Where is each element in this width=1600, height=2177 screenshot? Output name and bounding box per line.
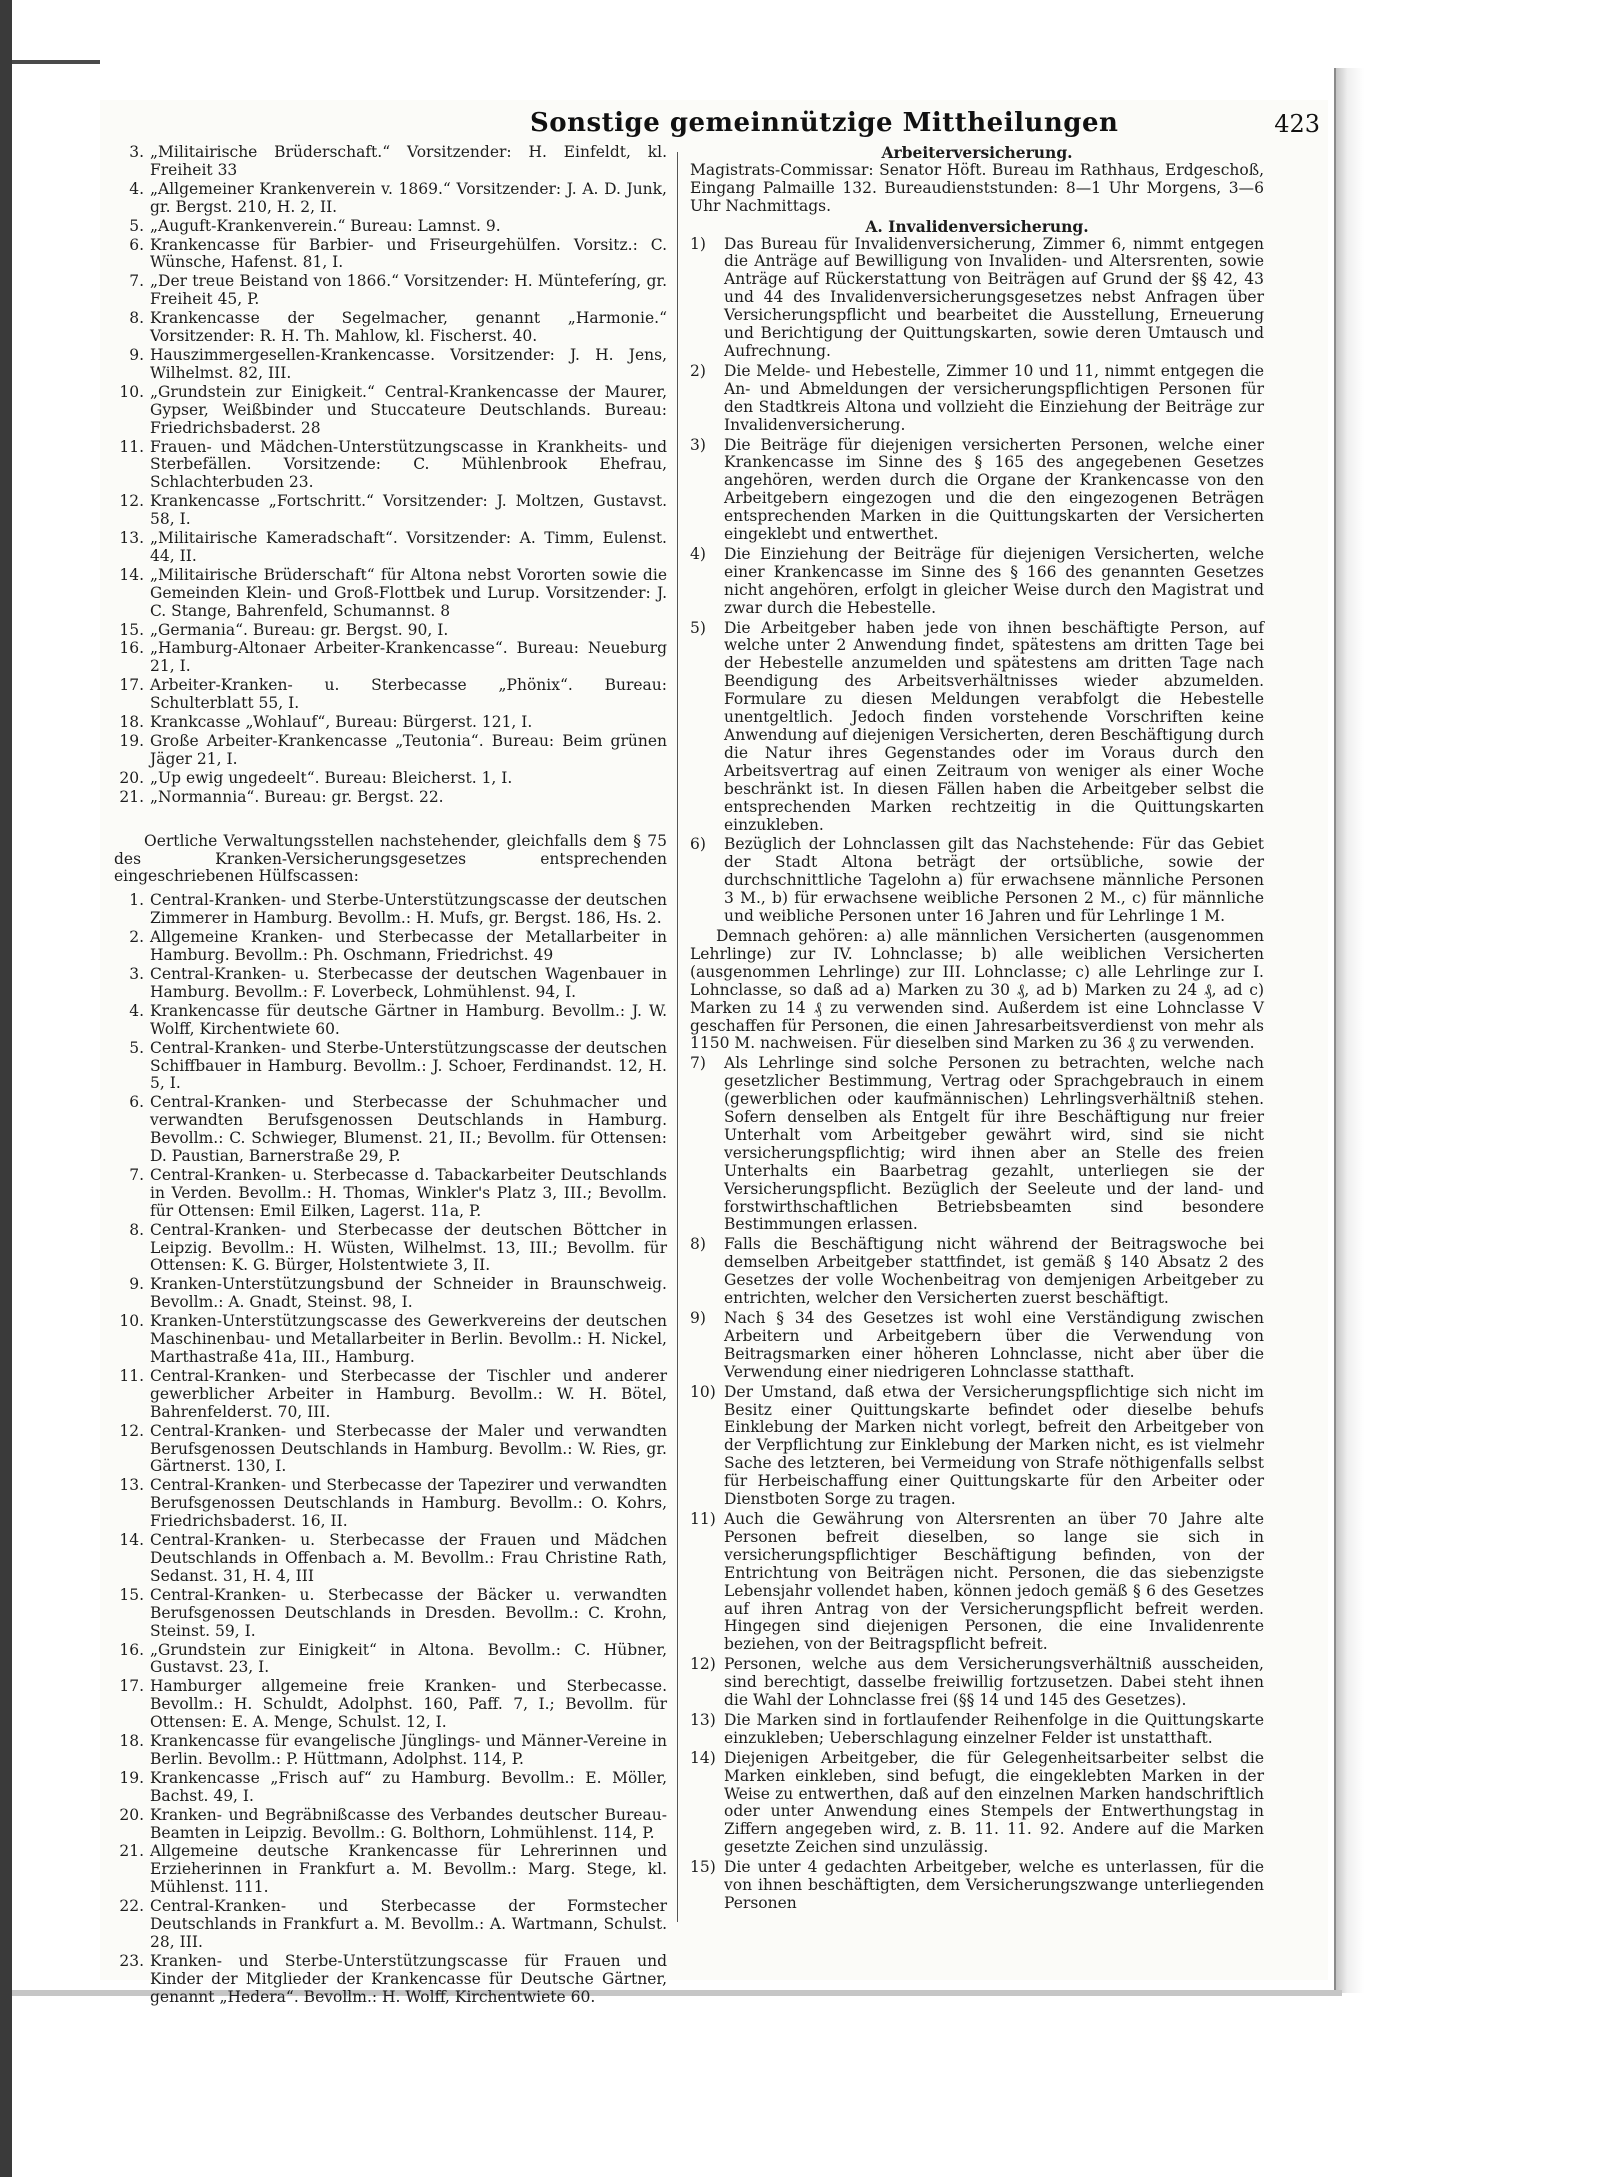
list-item [114,1587,667,1641]
list-item [114,677,667,713]
list-item-text: „Germania“. Bureau: gr. Bergst. 90, I. [150,620,449,639]
paragraph [690,236,1264,361]
paragraph [690,1712,1264,1748]
list-item [114,1040,667,1094]
list-item [114,1313,667,1367]
paragraph-number: 10) [690,1382,716,1401]
list-item-text: Krankencasse der Segelmacher, genannt „Harmonie.“ Vorsitzender: R. H. Th. Mahlow, kl. Fischerst. 40. [150,309,667,346]
list-item-number: 21. [119,1842,144,1861]
list-item-number: 18. [119,1732,144,1751]
list-item-number: 17. [119,676,144,695]
paragraph-number: 7) [690,1054,706,1073]
paragraph-number: 9) [690,1309,706,1327]
scan-edge-top [12,60,100,64]
list-item-text: „Grundstein zur Einigkeit.“ Central-Krankencasse der Maurer, Gypser, Weißbinder und Stuccateure Deutschlands. Bureau: Friedrichsbaderst. 28 [150,382,667,437]
paragraph-number: 1) [690,234,706,253]
list-item-number: 12. [119,492,144,511]
list-item-number: 14. [119,1531,144,1550]
list-item-text: „Militairische Brüderschaft“ für Altona nebst Vororten sowie die Gemeinden Klein- und Groß-Flottbek und Lurup. Vorsitzender: J. C. Stange, Bahrenfeld, Schumannst. 8 [150,565,667,620]
list-item-text: „Militairische Kameradschaft“. Vorsitzender: A. Timm, Eulenst. 44, II. [150,529,667,565]
list-item-text: Große Arbeiter-Krankencasse „Teutonia“. Bureau: Beim grünen Jäger 21, I. [150,732,667,768]
list-item-number: 20. [119,1805,144,1824]
list-item-number: 1. [129,891,144,910]
paragraph-number: 8) [690,1235,706,1254]
paragraph [690,1310,1264,1382]
list-item [114,622,667,640]
paragraph-text: Als Lehrlinge sind solche Personen zu betrachten, welche nach gesetzlicher Bestimmung, Vertrag oder Sprachgebrauch in einem (gewerblichen oder kaufmännischen) Lehrlingsverhältniß stehen. Sofern denselben als Entgelt für ihre Beschäftigung nur freier Unterhalt vom Arbeitgeber gewährt wird, sind sie nicht versicherungspflichtig; wird ihnen aber an Stelle des freien Unterhalts ein Baarbetrag gezahlt, unterliegen sie der Versicherungspflicht. Bezüglich der Seeleute und der land- und forstwirthschaftlichen Betriebsbeamten sind besondere Bestimmungen erlassen. [724,1054,1264,1234]
list-item-number: 17. [119,1677,144,1696]
paragraph [690,836,1264,926]
regulation-paragraphs [690,236,1264,1913]
list-item-number: 11. [119,1366,144,1385]
list-item-text: „Der treue Beistand von 1866.“ Vorsitzender: H. Münteferíng, gr. Freiheit 45, P. [150,272,667,309]
list-item-text: „Allgemeiner Krankenverein v. 1869.“ Vorsitzender: J. A. D. Junk, gr. Bergst. 210, H. 2, II. [150,179,667,216]
list-item-text: Central-Kranken- und Sterbecasse der deutschen Böttcher in Leipzig. Bevollm.: H. Wüsten, Wilhelmst. 13, III.; Bevollm. für Ottensen: K. G. Bürger, Holstentwiete 3, II. [150,1220,667,1275]
list-item [114,218,667,236]
list-item-number: 9. [129,1275,144,1294]
list-item [114,1642,667,1678]
list-item-number: 19. [119,1768,144,1787]
paragraph-number: 5) [690,618,706,637]
list-item [114,770,667,788]
list-item-text: Central-Kranken- und Sterbecasse der Tapezirer und verwandten Berufsgenossen Deutschlands in Hamburg. Bevollm.: O. Kohrs, Friedrichsbaderst. 16, II. [150,1476,667,1531]
list-item-number: 4. [129,1001,144,1020]
paragraph [690,928,1264,1053]
list-item-text: Central-Kranken- u. Sterbecasse d. Tabackarbeiter Deutschlands in Verden. Bevollm.: H. Thomas, Winkler's Platz 3, III.; Bevollm. für Ottensen: Emil Eilken, Lagerst. 11a, P. [150,1165,667,1220]
list-item [114,237,667,273]
paragraph-text: Der Umstand, daß etwa der Versicherungspflichtige sich nicht im Besitz einer Quittungskarte befindet oder dieselbe behufs Einklebung der Marken nicht vorlegt, befreit den Arbeitgeber von der Verpflichtung zur Einklebung der Marken nicht, es ist vielmehr Sache des letzteren, bei Vermeidung von Strafe nöthigenfalls selbst für Herbeischaffung einer Quittungskarte für den Arbeiter oder Dienstboten Sorge zu tragen. [724,1382,1264,1509]
list-item-text: Central-Kranken- u. Sterbecasse der Bäcker u. verwandten Berufsgenossen Deutschlands in Dresden. Bevollm.: C. Krohn, Steinst. 59, I. [150,1585,667,1640]
paragraph-number: 3) [690,435,706,454]
page-header [440,108,1320,148]
list-item-number: 11. [119,437,144,456]
list-item-text: Central-Kranken- und Sterbe-Unterstützungscasse der deutschen Zimmerer in Hamburg. Bevollm.: H. Mufs, gr. Bergst. 186, Hs. 2. [150,891,667,928]
list-item-text: Kranken- und Sterbe-Unterstützungscasse für Frauen und Kinder der Mitglieder der Krankencasse für Deutsche Gärtner, genannt „Hedera“. Bevollm.: H. Wolff, Kirchentwiete 60. [150,1951,667,2006]
list-item [114,640,667,676]
list-item-number: 5. [129,216,144,235]
list-item-text: Krankencasse für deutsche Gärtner in Hamburg. Bevollm.: J. W. Wolff, Kirchentwiete 60. [150,1001,667,1038]
list-item-text: Central-Kranken- u. Sterbecasse der deutschen Wagenbauer in Hamburg. Bevollm.: F. Loverbeck, Lohmühlenst. 94, I. [150,964,667,1001]
list-item [114,966,667,1002]
list-item [114,929,667,965]
left-column [114,144,667,2008]
magistrat-info: Magistrats-Commissar: Senator Höft. Bureau im Rathhaus, Erdgeschoß, Eingang Palmaille 132. Bureaudienststunden: 8—1 Uhr Morgens, 3—6 Uhr Nachmittags. [690,160,1264,215]
list-item-text: „Hamburg-Altonaer Arbeiter-Krankencasse“. Bureau: Neueburg 21, I. [150,639,667,676]
list-item-text: Allgemeine Kranken- und Sterbecasse der Metallarbeiter in Hamburg. Bevollm.: Ph. Oschmann, Friedrichst. 49 [150,928,667,965]
paragraph [690,546,1264,618]
list-item-number: 10. [119,382,144,401]
paragraph-number: 6) [690,835,706,854]
list-item-text: Krankcasse „Wohlauf“, Bureau: Bürgerst. 121, I. [150,713,533,732]
list-item-text: Central-Kranken- und Sterbecasse der Formstecher Deutschlands in Frankfurt a. M. Bevollm.: A. Wartmann, Schulst. 28, III. [150,1897,667,1951]
scan-edge-right [1334,68,1364,1993]
list-item [114,493,667,529]
paragraph [690,1656,1264,1710]
list-item [114,1843,667,1897]
list-item [114,892,667,928]
list-item-text: Krankencasse für Barbier- und Friseurgehülfen. Vorsitz.: C. Wünsche, Hafenst. 81, I. [150,235,667,272]
list-item-text: Krankencasse „Frisch auf“ zu Hamburg. Bevollm.: E. Möller, Bachst. 49, I. [150,1768,667,1805]
list-item-number: 3. [129,143,144,161]
section-heading: Arbeiterversicherung. [881,143,1073,162]
list-item-number: 9. [129,345,144,364]
list-item [114,1276,667,1312]
paragraph [690,1384,1264,1509]
paragraph-text: Die Arbeitgeber haben jede von ihnen beschäftigte Person, auf welche unter 2 Anwendung findet, spätestens am dritten Tage bei der Hebestelle anzumelden und spätestens am dritten Tage nach Beendigung des Arbeitsverhältnisses wieder abzumelden. Formulare zu diesen Meldungen verabfolgt die Hebestelle unentgeltlich. Jedoch finden vorstehende Vorschriften keine Anwendung auf diejenigen Versicherten, deren Beschäftigung durch die Natur ihres Gegenstandes oder im Voraus durch den Arbeitsvertrag auf einen Zeitraum von weniger als einer Woche beschränkt ist. In diesen Fällen haben die Arbeitgeber selbst die entsprechenden Marken rechtzeitig in die Quittungskarten einzukleben. [724,618,1264,834]
scan-edge-left [0,0,12,2177]
paragraph-number: 4) [690,544,706,563]
list-item [114,1733,667,1769]
list-item-text: Frauen- und Mädchen-Unterstützungscasse in Krankheits- und Sterbefällen. Vorsitzende: C. Mühlenbrook Ehefrau, Schlachterbuden 23. [150,437,667,492]
page-number: 423 [1274,110,1320,138]
paragraph-number: 13) [690,1710,716,1729]
list-item-number: 4. [129,179,144,198]
paragraph-text: Nach § 34 des Gesetzes ist wohl eine Verständigung zwischen Arbeitern und Arbeitgebern über die Verwendung von Beitragsmarken einer höheren Lohnclasse, nicht aber über die Verwendung einer niedrigeren Lohnclasse statthaft. [724,1309,1264,1381]
paragraph-text: Bezüglich der Lohnclassen gilt das Nachstehende: Für das Gebiet der Stadt Altona beträgt der ortsübliche, sowie der durchschnittliche Tagelohn a) für erwachsene männliche Personen 3 M., b) für erwachsene weibliche Personen 2 M., c) für männliche und weibliche Personen unter 16 Jahren und für Lehrlinge 1 M. [724,835,1264,926]
list-item [114,789,667,807]
list-item-number: 10. [119,1312,144,1331]
paragraph-text: Das Bureau für Invalidenversicherung, Zimmer 6, nimmt entgegen die Anträge auf Bewilligung von Invaliden- und Altersrenten, sowie Anträge auf Rückerstattung von Beiträgen auf Grund der §§ 42, 43 und 44 des Invalidenversicherungsgesetzes nebst Anfragen über Versicherungspflicht und bearbeitet die Ausstellung, Erneuerung und Berichtigung der Quittungskarten, sowie deren Umtausch und Aufrechnung. [724,234,1264,360]
list-item [114,733,667,769]
list-item [114,530,667,566]
list-item-number: 5. [129,1038,144,1057]
list-item-number: 22. [119,1897,144,1916]
cassen-list [114,144,667,807]
list-item [114,1094,667,1166]
running-title: Sonstige gemeinnützige Mittheilungen [530,108,1119,138]
list-item [114,273,667,309]
list-item [114,1222,667,1276]
list-item-text: Allgemeine deutsche Krankencasse für Lehrerinnen und Erzieherinnen in Frankfurt a. M. Bevollm.: Marg. Stege, kl. Mühlenst. 111. [150,1842,667,1897]
list-item-number: 20. [119,768,144,787]
list-item-number: 16. [119,639,144,658]
paragraph [690,1055,1264,1234]
list-item-text: Kranken-Unterstützungscasse des Gewerkvereins der deutschen Maschinenbau- und Metallarbeiter in Berlin. Bevollm.: H. Nickel, Marthastraße 41a, III., Hamburg. [150,1312,667,1366]
list-item-text: Krankencasse für evangelische Jünglings- und Männer-Vereine in Berlin. Bevollm.: P. Hüttmann, Adolphst. 114, P. [150,1732,667,1768]
list-item [114,439,667,493]
list-item-number: 15. [119,620,144,639]
list-item-text: „Militairische Brüderschaft.“ Vorsitzender: H. Einfeldt, kl. Freiheit 33 [150,143,667,179]
paragraph-number: 14) [690,1748,716,1767]
paragraph-number: 15) [690,1858,716,1877]
list-item-number: 6. [129,1093,144,1112]
list-item-number: 15. [119,1585,144,1604]
paragraph-text: Diejenigen Arbeitgeber, die für Gelegenheitsarbeiter selbst die Marken einkleben, sind befugt, die eingeklebten Marken in der Weise zu entwerthen, daß auf den einzelnen Marken handschriftlich oder unter Anwendung eines Stempels der Entwerthungstag in Ziffern angegeben wird, z. B. 11. 11. 92. Andere auf die Marken gesetzte Zeichen sind unzulässig. [724,1748,1264,1857]
paragraph-text: Demnach gehören: a) alle männlichen Versicherten (ausgenommen Lehrlinge) zur IV. Lohnclasse; b) alle weiblichen Versicherten (ausgenommen Lehrlinge) zur III. Lohnclasse; c) alle Lehrlinge zur I. Lohnclasse, so daß ad a) Marken zu 30 ₰, ad b) Marken zu 24 ₰, ad c) Marken zu 14 ₰ zu verwenden sind. Außerdem ist eine Lohnclasse V geschaffen für Personen, die einen Jahresarbeitsverdienst von mehr als 1150 M. nachweisen. Für dieselben sind Marken zu 36 ₰ zu verwenden. [690,926,1264,1053]
paragraph-text: Die Marken sind in fortlaufender Reihenfolge in die Quittungskarte einzukleben; Ueberschlagung einzelner Felder ist unstatthaft. [724,1710,1264,1747]
list-item-text: Hamburger allgemeine freie Kranken- und Sterbecasse. Bevollm.: H. Schuldt, Adolphst. 160, Paff. 7, I.; Bevollm. für Ottensen: E. A. Menge, Schulst. 12, I. [150,1677,667,1732]
column-divider [677,152,678,1922]
paragraph-text: Die unter 4 gedachten Arbeitgeber, welche es unterlassen, für die von ihnen beschäftigten, dem Versicherungszwange unterliegenden Personen [724,1858,1264,1912]
paragraph-number: 2) [690,361,706,380]
list-item-text: „Grundstein zur Einigkeit“ in Altona. Bevollm.: C. Hübner, Gustavst. 23, I. [150,1640,667,1677]
list-item-text: Central-Kranken- und Sterbecasse der Schuhmacher und verwandten Berufsgenossen Deutschlands in Hamburg. Bevollm.: C. Schwieger, Blumenst. 21, II.; Bevollm. für Ottensen: D. Paustian, Barnerstraße 29, P. [150,1093,667,1166]
paragraph [690,1750,1264,1857]
paragraph-number: 11) [690,1509,716,1528]
list-item-number: 12. [119,1421,144,1440]
list-item [114,1532,667,1586]
paragraph [690,1511,1264,1654]
list-item-number: 8. [129,309,144,328]
list-item-text: Kranken-Unterstützungsbund der Schneider in Braunschweig. Bevollm.: A. Gnadt, Steinst. 98, I. [150,1275,667,1312]
list-item [114,1368,667,1422]
list-item-number: 3. [129,964,144,983]
local-offices-list [114,892,667,2006]
list-item-text: Central-Kranken- und Sterbecasse der Maler und verwandten Berufsgenossen Deutschlands in Hamburg. Bevollm.: W. Ries, gr. Gärtnerst. 130, I. [150,1421,667,1476]
paragraph-number: 12) [690,1655,716,1674]
list-item [114,1807,667,1843]
list-item-number: 14. [119,565,144,584]
document-page [100,100,1328,2006]
list-item [114,144,667,180]
list-item-text: „Up ewig ungedeelt“. Bureau: Bleicherst. 1, I. [150,768,513,787]
paragraph-text: Auch die Gewährung von Altersrenten an über 70 Jahre alte Personen befreit dieselben, so lange sie sich in versicherungspflichtiger Beschäftigung befinden, von der Entrichtung von Beiträgen nicht. Personen, die das siebenzigste Lebensjahr vollendet haben, können jedoch gemäß § 6 des Gesetzes auf ihren Antrag von der Versicherungspflicht befreit werden. Hingegen sind diejenigen Personen, die eine Invalidenrente beziehen, von der Beitragspflicht befreit. [724,1509,1264,1654]
list-item-number: 18. [119,713,144,732]
list-item [114,347,667,383]
list-item-text: Central-Kranken- u. Sterbecasse der Frauen und Mädchen Deutschlands in Offenbach a. M. Bevollm.: Frau Christine Rath, Sedanst. 31, H. 4, III [150,1531,667,1585]
local-offices-intro: Oertliche Verwaltungsstellen nachstehender, gleichfalls dem § 75 des Kranken-Versicherungsgesetzes entsprechenden eingeschriebenen Hülfscassen: [114,831,667,886]
paragraph [690,1236,1264,1308]
list-item-text: Krankencasse „Fortschritt.“ Vorsitzender: J. Moltzen, Gustavst. 58, I. [150,492,667,529]
list-item-text: Arbeiter-Kranken- u. Sterbecasse „Phönix“. Bureau: Schulterblatt 55, I. [150,676,667,713]
list-item [114,1898,667,1952]
list-item [114,1770,667,1806]
paragraph [690,1859,1264,1913]
list-item-number: 21. [119,787,144,806]
list-item [114,1678,667,1732]
list-item-number: 7. [129,272,144,291]
list-item-text: „Auguft-Krankenverein.“ Bureau: Lamnst. 9. [150,216,501,235]
list-item [114,1167,667,1221]
paragraph [690,437,1264,544]
paragraph-text: Die Beiträge für diejenigen versicherten Personen, welche einer Krankencasse im Sinne des § 165 des angegebenen Gesetzes angehören, werden durch die Organe der Krankencasse von den Arbeitgebern eingezogen und die den eingezogenen Beträgen entsprechenden Marken in die Quittungskarten der Versicherten eingeklebt und entwerthet. [724,435,1264,544]
list-item-text: „Normannia“. Bureau: gr. Bergst. 22. [150,787,444,806]
list-item [114,310,667,346]
list-item [114,714,667,732]
list-item [114,1003,667,1039]
list-item-text: Central-Kranken- und Sterbe-Unterstützungscasse der deutschen Schiffbauer in Hamburg. Bevollm.: J. Schoer, Ferdinandst. 12, H. 5, I. [150,1038,667,1093]
paragraph [690,620,1264,835]
list-item [114,1423,667,1477]
list-item-number: 8. [129,1220,144,1239]
list-item-number: 19. [119,732,144,750]
list-item-number: 6. [129,235,144,254]
list-item [114,1953,667,2007]
list-item-number: 23. [119,1951,144,1970]
paragraph-text: Falls die Beschäftigung nicht während der Beitragswoche bei demselben Arbeitgeber stattfindet, ist gemäß § 140 Absatz 2 des Gesetzes der volle Wochenbeitrag von demjenigen Arbeitgeber zu entrichten, welcher den Versicherten zuerst beschäftigt. [724,1235,1264,1308]
list-item-number: 7. [129,1165,144,1184]
paragraph [690,363,1264,435]
list-item [114,384,667,438]
subsection-heading: A. Invalidenversicherung. [865,216,1089,236]
paragraph-text: Die Melde- und Hebestelle, Zimmer 10 und 11, nimmt entgegen die An- und Abmeldungen der versicherungspflichtigen Personen für den Stadtkreis Altona und vollzieht die Einziehung der Beiträge zur Invalidenversicherung. [724,361,1264,434]
list-item-number: 2. [129,928,144,947]
list-item-number: 13. [119,529,144,548]
paragraph-text: Personen, welche aus dem Versicherungsverhältniß ausscheiden, sind berechtigt, dasselbe freiwillig fortzusetzen. Dabei steht ihnen die Wahl der Lohnclasse frei (§§ 14 und 145 des Gesetzes). [724,1655,1264,1710]
list-item-number: 16. [119,1640,144,1659]
page-edge-line [1334,68,1336,1993]
list-item-number: 13. [119,1476,144,1495]
paragraph-text: Die Einziehung der Beiträge für diejenigen Versicherten, welche einer Krankencasse im Sinne des § 166 des genannten Gesetzes nicht angehören, erfolgt in gleicher Weise durch den Magistrat und zwar durch die Hebestelle. [724,544,1264,617]
list-item [114,181,667,217]
list-item-text: Hauszimmergesellen-Krankencasse. Vorsitzender: J. H. Jens, Wilhelmst. 82, III. [150,345,667,382]
list-item-text: Central-Kranken- und Sterbecasse der Tischler und anderer gewerblicher Arbeiter in Hamburg. Bevollm.: W. H. Bötel, Bahrenfelderst. 70, III. [150,1366,667,1421]
right-column [690,144,1264,1915]
list-item [114,567,667,621]
list-item [114,1477,667,1531]
list-item-text: Kranken- und Begräbnißcasse des Verbandes deutscher Bureau-Beamten in Leipzig. Bevollm.: G. Bolthorn, Lohmühlenst. 114, P. [150,1805,667,1842]
